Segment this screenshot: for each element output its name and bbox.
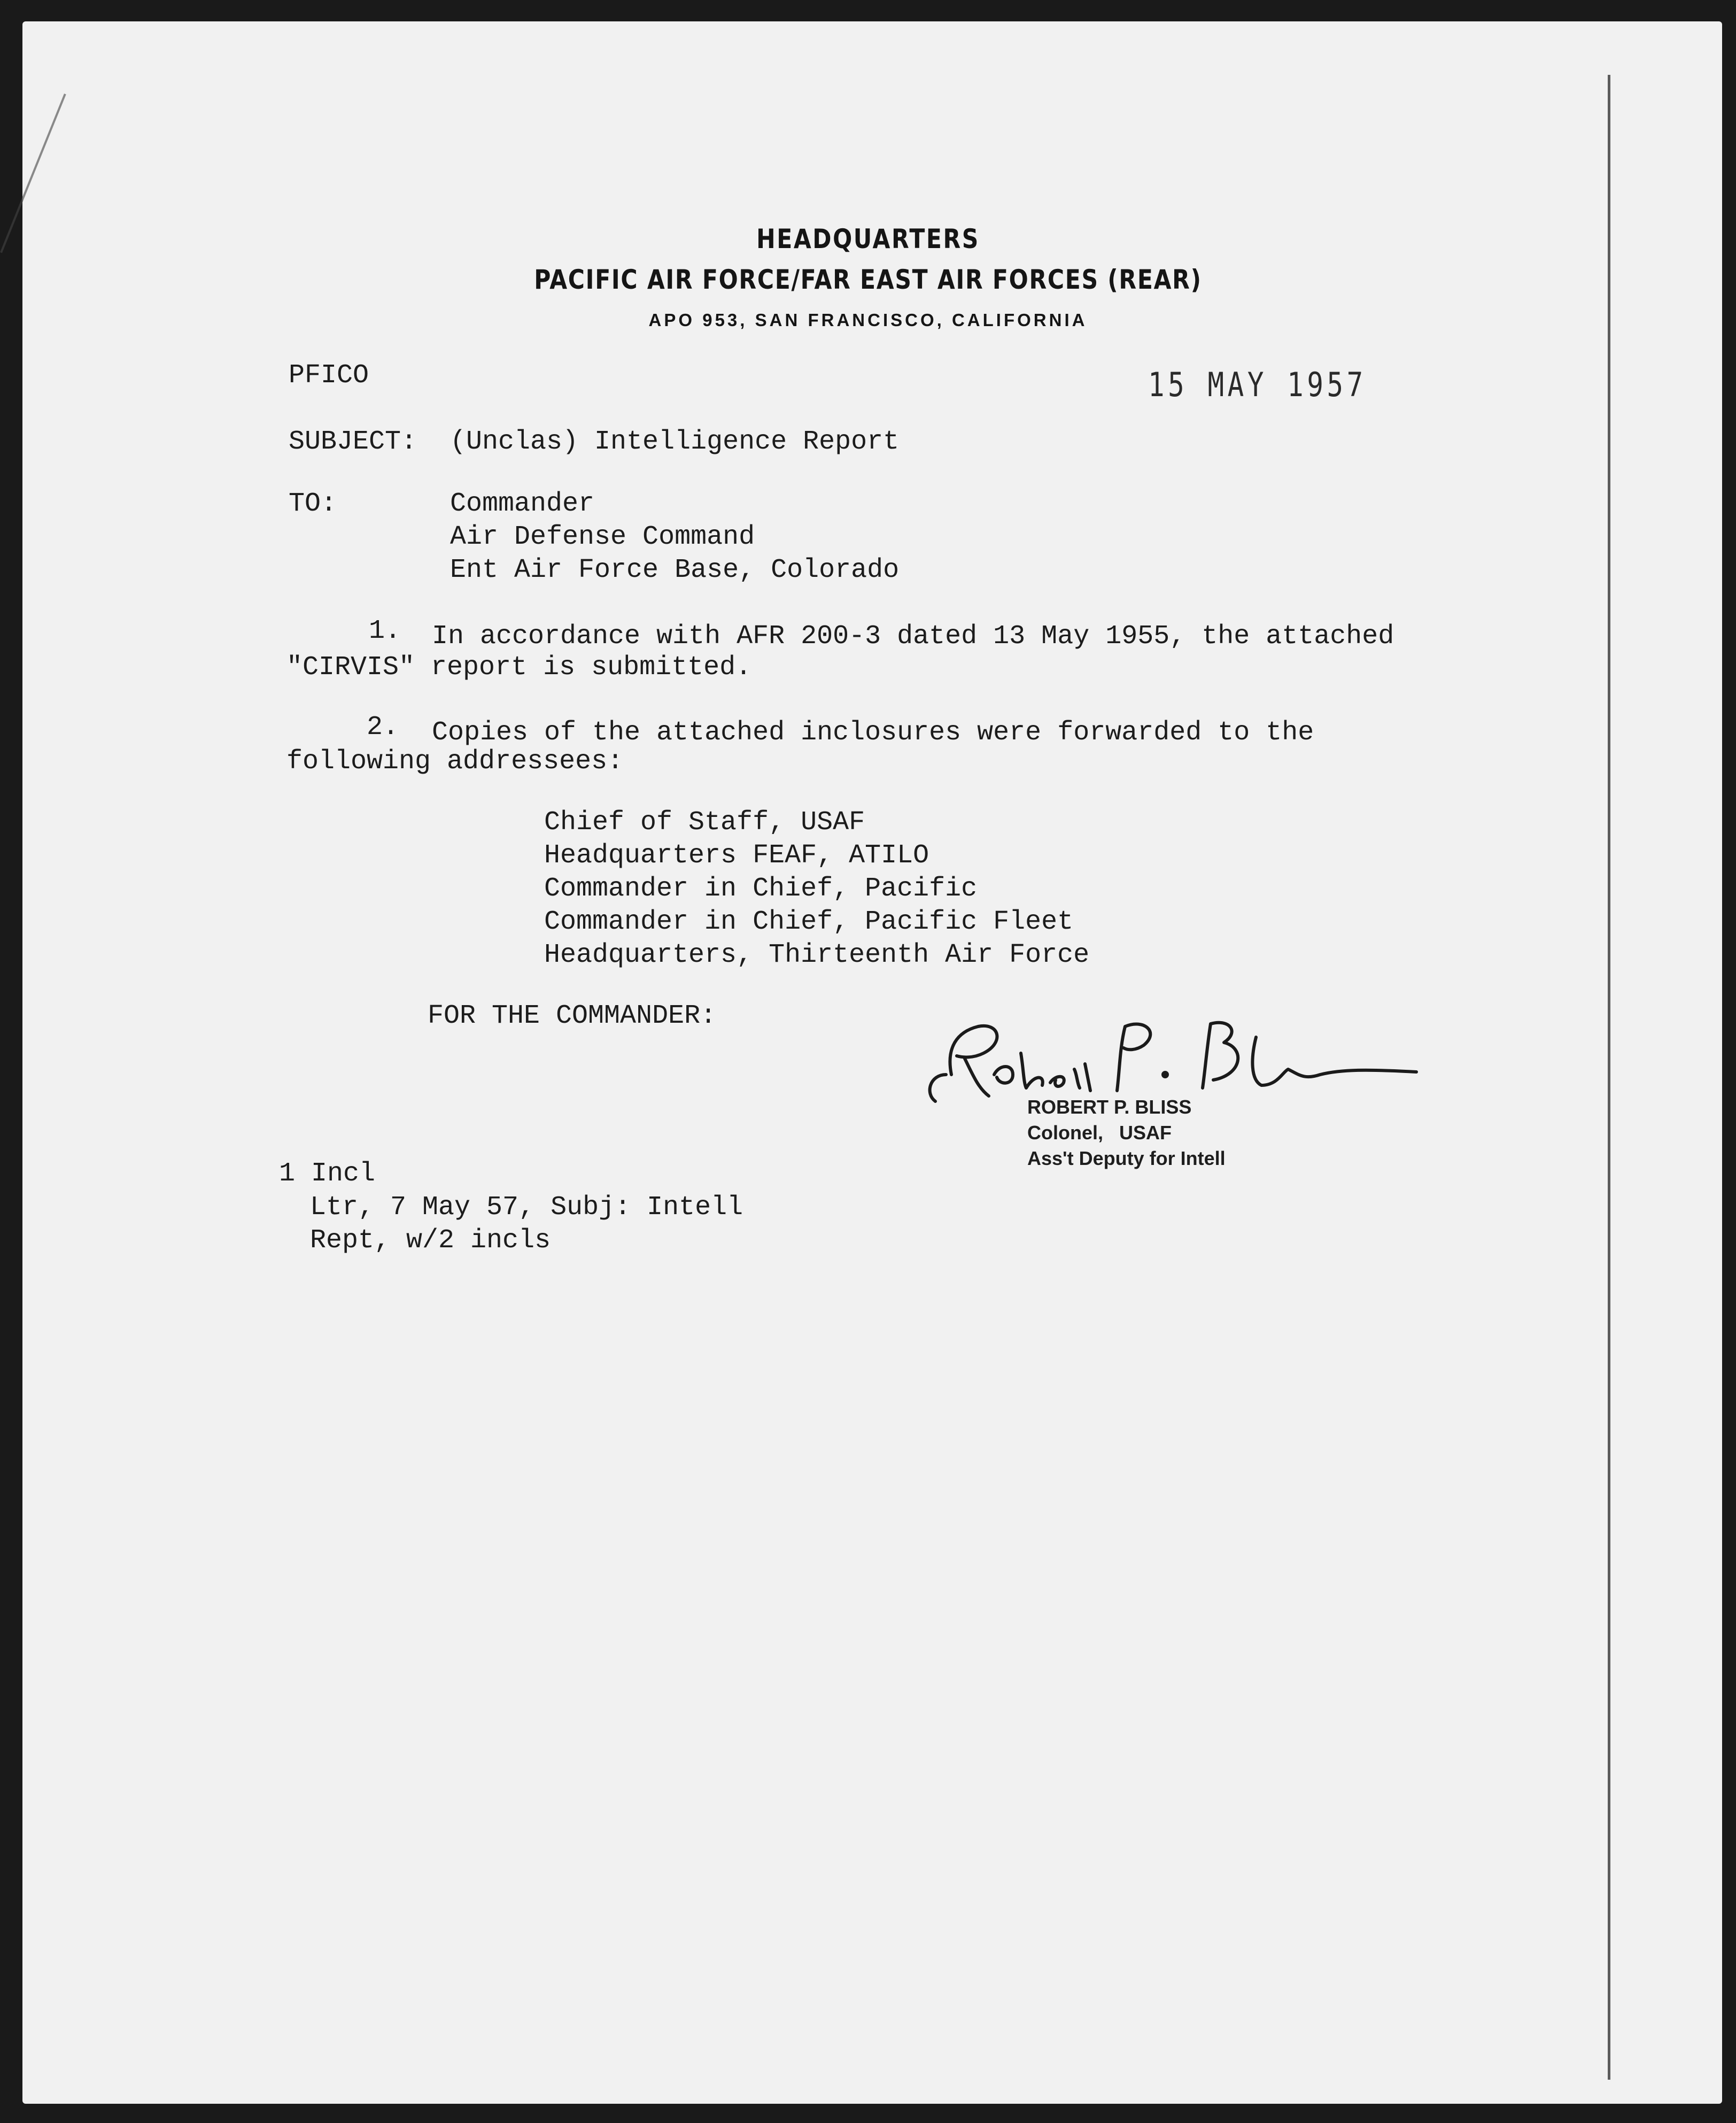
closing-for-the-commander: FOR THE COMMANDER:: [428, 1001, 717, 1031]
paper-sheet: [22, 21, 1722, 2104]
subject-text: (Unclas) Intelligence Report: [450, 427, 900, 457]
date-stamp: 15 MAY 1957: [1148, 365, 1367, 404]
addressee-1: Chief of Staff, USAF: [544, 807, 865, 838]
inclosure-line-3: Rept, w/2 incls: [310, 1225, 551, 1256]
paragraph-1-line-1: In accordance with AFR 200-3 dated 13 May 1955, the attached: [432, 621, 1394, 652]
paragraph-1-number: 1.: [369, 616, 401, 646]
signer-rank: Colonel, USAF: [1027, 1122, 1172, 1144]
inclosure-line-2: Ltr, 7 May 57, Subj: Intell: [310, 1192, 743, 1223]
addressee-5: Headquarters, Thirteenth Air Force: [544, 940, 1090, 970]
signer-title: Ass't Deputy for Intell: [1027, 1147, 1226, 1169]
paragraph-2-number: 2.: [367, 712, 399, 743]
addressee-3: Commander in Chief, Pacific: [544, 874, 978, 904]
letterhead-command: PACIFIC AIR FORCE/FAR EAST AIR FORCES (REAR): [534, 264, 1202, 295]
addressee-4: Commander in Chief, Pacific Fleet: [544, 907, 1074, 937]
letterhead-address: APO 953, SAN FRANCISCO, CALIFORNIA: [648, 310, 1088, 330]
to-label: TO:: [289, 489, 337, 519]
to-line-2: Air Defense Command: [450, 522, 755, 552]
page-edge-line: [1608, 75, 1610, 2080]
office-symbol: PFICO: [289, 360, 369, 391]
paragraph-2-line-1: Copies of the attached inclosures were forwarded to the: [432, 717, 1314, 748]
paragraph-1-line-2: "CIRVIS" report is submitted.: [286, 652, 752, 683]
to-line-1: Commander: [450, 489, 595, 519]
paragraph-2-line-2: following addressees:: [286, 746, 624, 777]
signer-name: ROBERT P. BLISS: [1027, 1096, 1192, 1118]
addressee-2: Headquarters FEAF, ATILO: [544, 840, 929, 871]
subject-label: SUBJECT:: [289, 427, 417, 457]
inclosure-count: 1 Incl: [279, 1159, 376, 1189]
letterhead-headquarters: HEADQUARTERS: [756, 223, 980, 254]
to-line-3: Ent Air Force Base, Colorado: [450, 555, 900, 585]
